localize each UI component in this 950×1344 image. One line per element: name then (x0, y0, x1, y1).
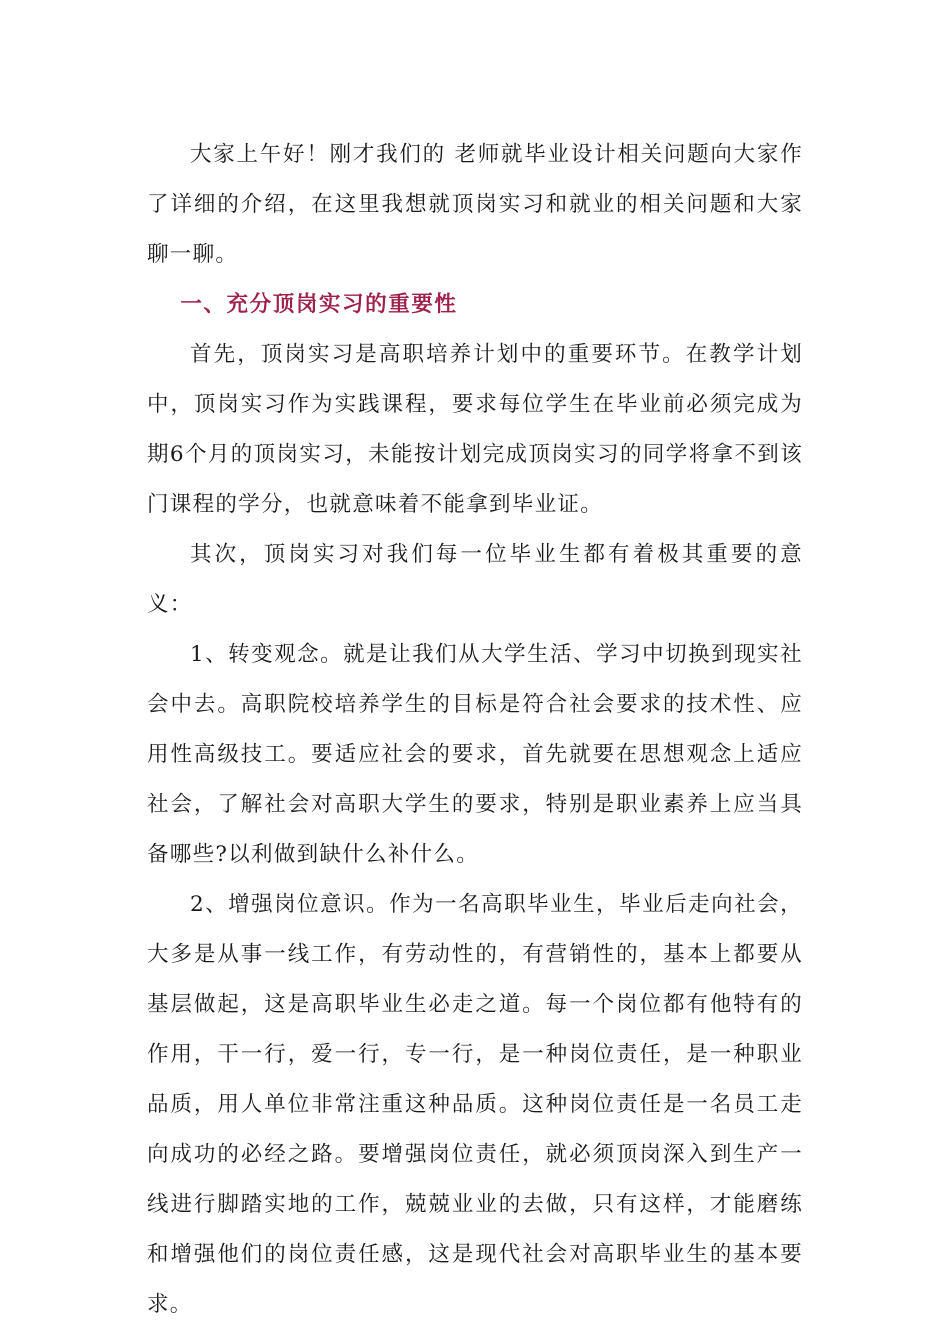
document-body (147, 130, 803, 1330)
paragraph-greeting: 大家上午好！刚才我们的 老师就毕业设计相关问题向大家作了详细的介绍，在这里我想就顶岗实习和就业的相关问题和大家聊一聊。 (147, 142, 803, 267)
paragraph-point-1: 1、转变观念。就是让我们从大学生活、学习中切换到现实社会中去。高职院校培养学生的目标是符合社会要求的技术性、应用性高级技工。要适应社会的要求，首先就要在思想观念上适应社会，了解社会对高职大学生的要求，特别是职业素养上应当具备哪些?以利做到缺什么补什么。 (147, 642, 803, 867)
paragraph-first: 首先，顶岗实习是高职培养计划中的重要环节。在教学计划中，顶岗实习作为实践课程，要求每位学生在毕业前必须完成为期6个月的顶岗实习，未能按计划完成顶岗实习的同学将拿不到该门课程的学分，也就意味着不能拿到毕业证。 (147, 342, 803, 517)
section-heading: 一、充分顶岗实习的重要性 (180, 292, 458, 317)
paragraph-second: 其次，顶岗实习对我们每一位毕业生都有着极其重要的意义： (147, 542, 803, 617)
paragraph-point-2: 2、增强岗位意识。作为一名高职毕业生，毕业后走向社会，大多是从事一线工作，有劳动性的，有营销性的，基本上都要从基层做起，这是高职毕业生必走之道。每一个岗位都有他特有的作用，干一行，爱一行，专一行，是一种岗位责任，是一种职业品质，用人单位非常注重这种品质。这种岗位责任是一名员工走向成功的必经之路。要增强岗位责任，就必须顶岗深入到生产一线进行脚踏实地的工作，兢兢业业的去做，只有这样，才能磨练和增强他们的岗位责任感，这是现代社会对高职毕业生的基本要求。 (147, 892, 803, 1317)
